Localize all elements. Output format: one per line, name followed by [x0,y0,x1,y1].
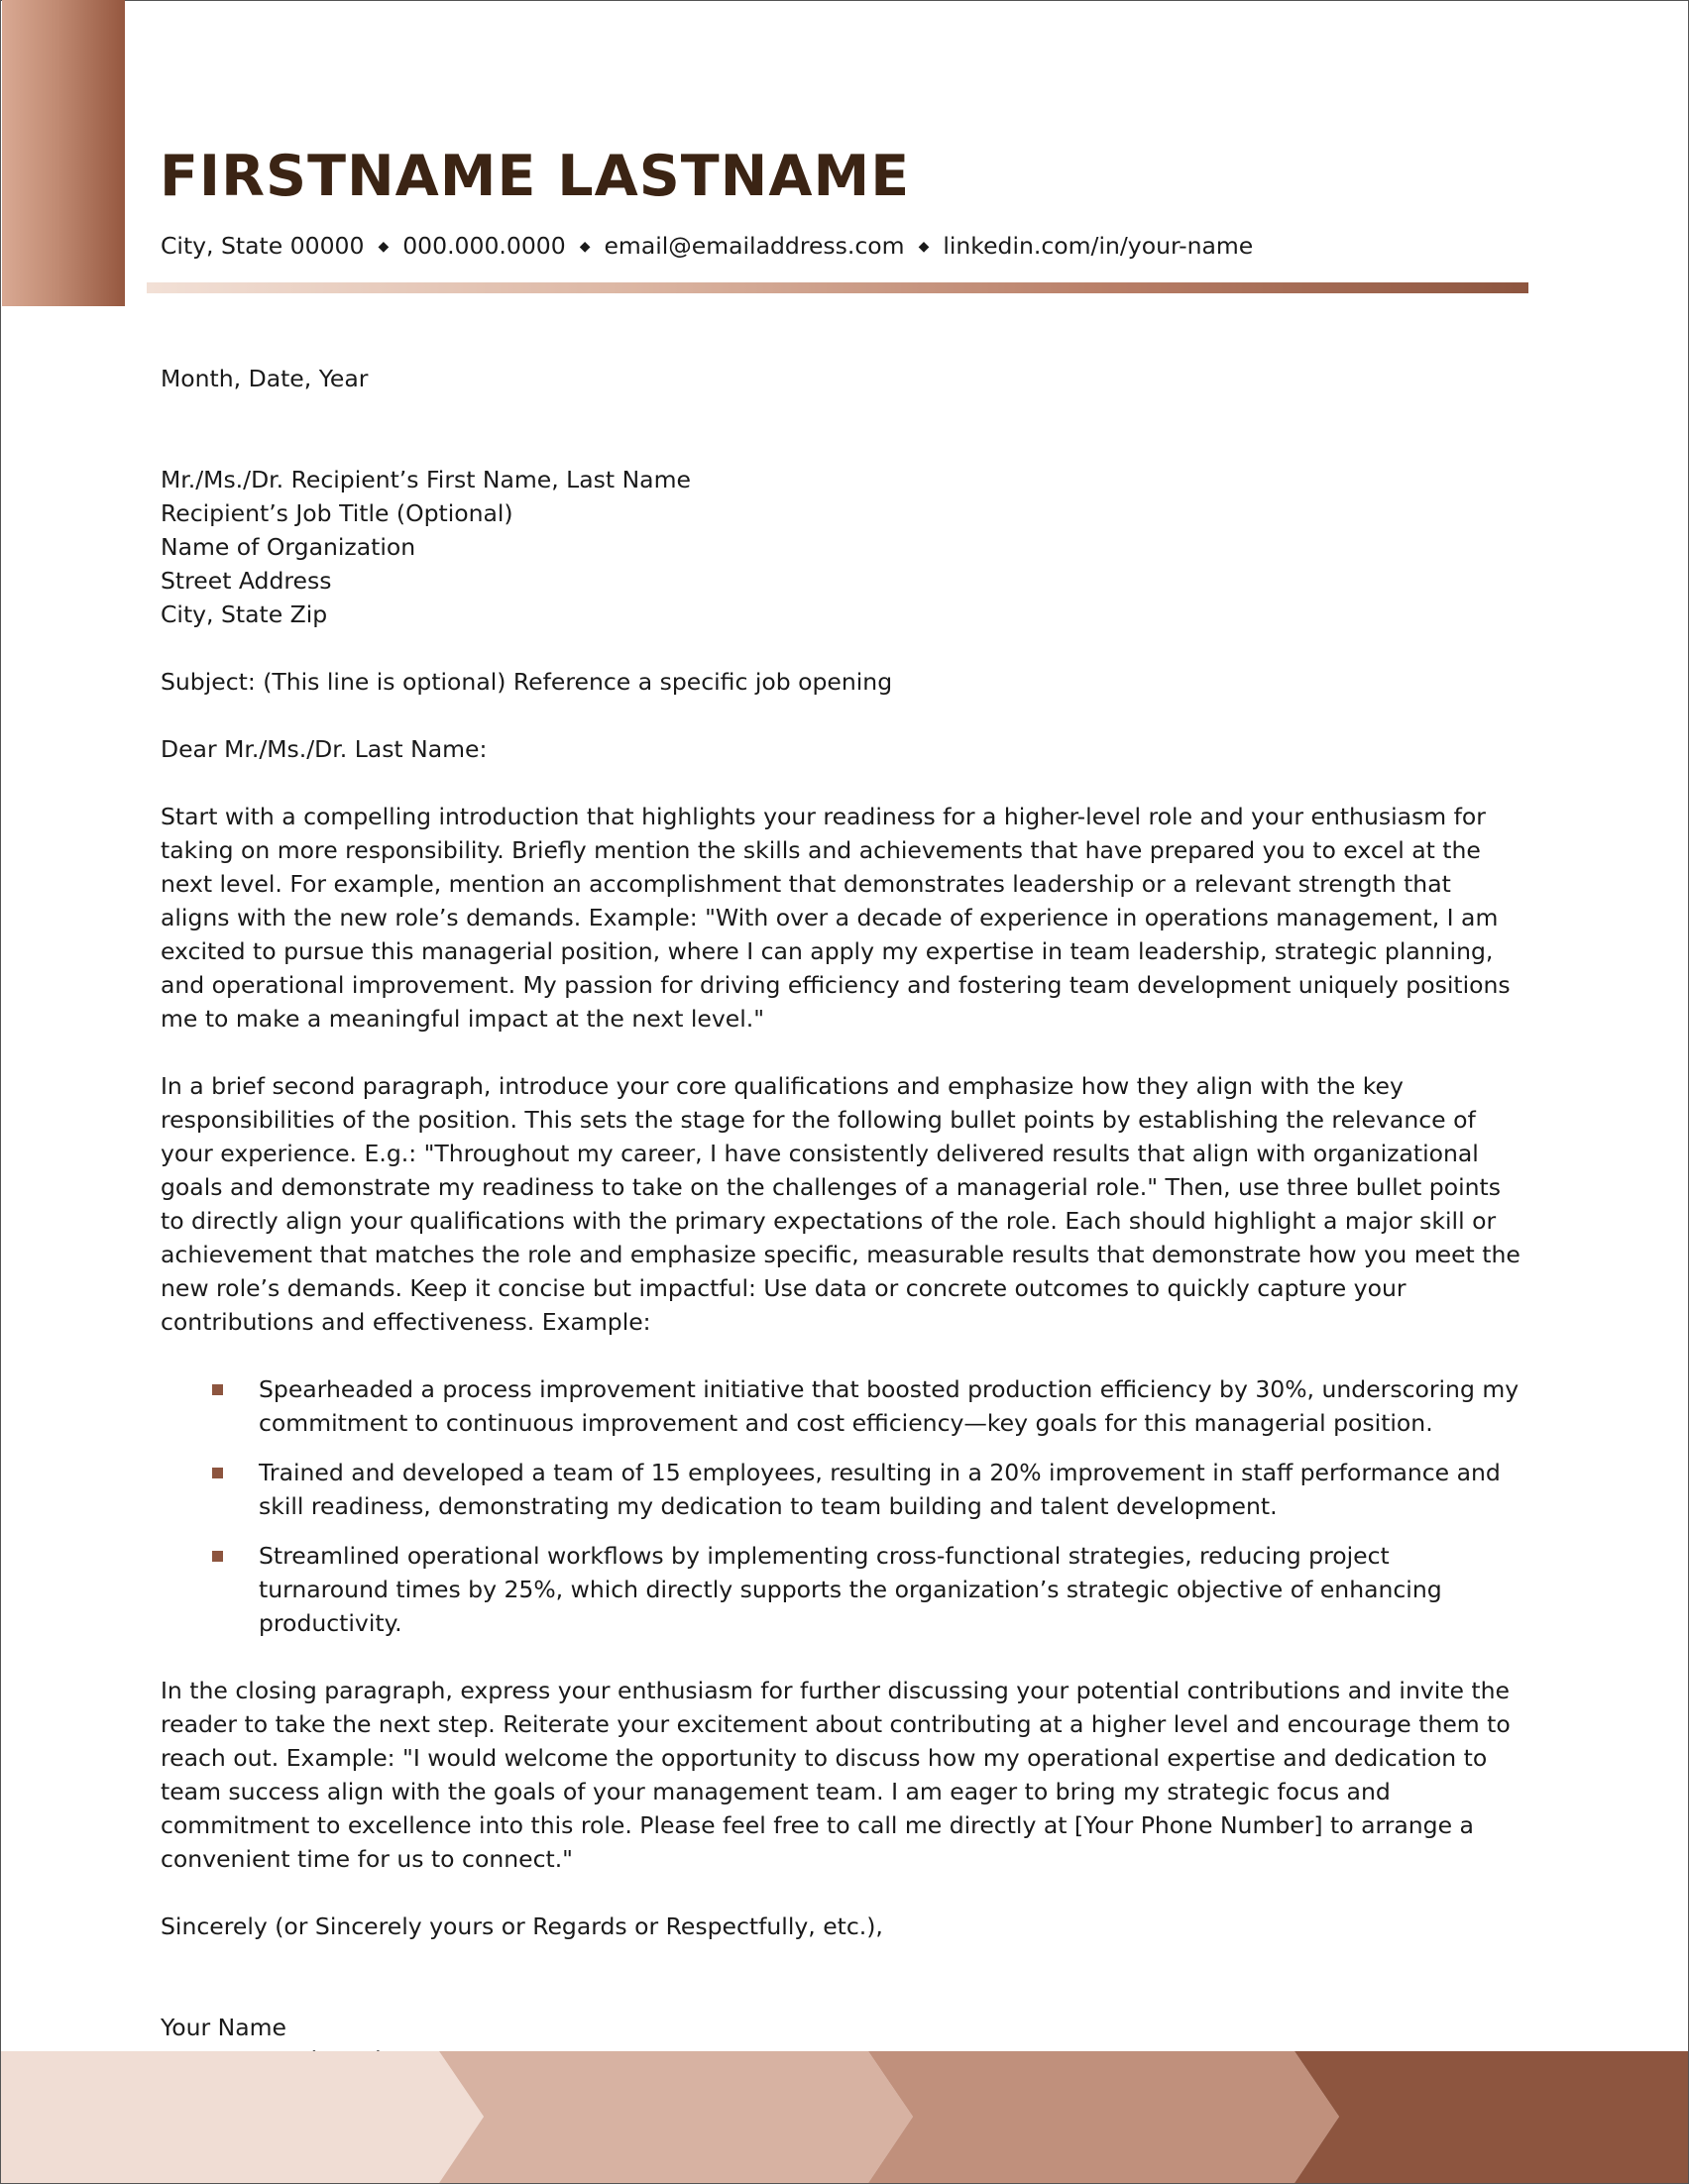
diamond-separator-icon: ◆ [918,239,930,255]
header-divider [147,282,1528,293]
contact-line [161,231,1253,265]
recipient-block [161,463,1526,631]
bullet-text: Streamlined operational workflows by implementing cross-functional strategies, reducing project turnaround times by 25%, which directly supports the organization’s strategic objective of enhancing productivity. [259,1542,1442,1637]
header-accent-bar [2,0,125,306]
list-item [161,1456,1526,1523]
bullet-text: Trained and developed a team of 15 employees, resulting in a 20% improvement in staff performance and skill readiness, demonstrating my dedication to team building and talent development. [259,1459,1501,1520]
letter-date: Month, Date, Year [161,365,369,392]
square-bullet-icon [212,1551,223,1562]
letter-body [161,362,1526,2078]
recipient-city: City, State Zip [161,601,328,628]
contact-phone: 000.000.0000 [402,232,566,260]
footer-chevron-1 [1,2051,484,2183]
diamond-separator-icon: ◆ [579,239,591,255]
subject-line: Subject: (This line is optional) Reference a specific job opening [161,668,893,696]
salutation: Dear Mr./Ms./Dr. Last Name: [161,735,488,763]
recipient-organization: Name of Organization [161,533,416,561]
footer-chevron-4 [1295,2051,1688,2183]
contact-linkedin: linkedin.com/in/your-name [943,232,1254,260]
contact-email: email@emailaddress.com [604,232,905,260]
paragraph-closing: In the closing paragraph, express your enthusiasm for further discussing your potential contributions and invite the reader to take the next step. Reiterate your excitement about contributing at a higher level and encourage them to reach out. Example: "I would welcome the opportunity to discuss how my operational expertise and dedication to team success align with the goals of your management team. I am eager to bring my strategic focus and commitment to excellence into this role. Please feel free to call me directly at [Your Phone Number] to arrange a convenient time for us to connect." [161,1677,1511,1873]
recipient-title: Recipient’s Job Title (Optional) [161,499,513,527]
contact-location: City, State 00000 [161,232,365,260]
bullet-text: Spearheaded a process improvement initiative that boosted production efficiency by 30%, underscoring my commitment to continuous improvement and cost efficiency—key goals for this managerial position. [259,1375,1520,1437]
list-item [161,1539,1526,1640]
footer-chevron-2 [439,2051,913,2183]
diamond-separator-icon: ◆ [378,239,390,255]
paragraph-intro: Start with a compelling introduction that highlights your readiness for a higher-level role and your enthusiasm for taking on more responsibility. Briefly mention the skills and achievements that have prepared you to excel at the next level. For example, mention an accomplishment that demonstrates leadership or a relevant strength that aligns with the new role’s demands. Example: "With over a decade of experience in operations management, I am excited to pursue this managerial position, where I can apply my expertise in team leadership, strategic planning, and operational improvement. My passion for driving efficiency and fostering team development uniquely positions me to make a meaningful impact at the next level." [161,803,1511,1033]
applicant-name: FIRSTNAME LASTNAME [160,144,911,209]
paragraph-qualifications: In a brief second paragraph, introduce your core qualifications and emphasize how they align with the key responsibilities of the position. This sets the stage for the following bullet points by establishing the relevance of your experience. E.g.: "Throughout my career, I have consistently delivered results that align with organizational goals and demonstrate my readiness to take on the challenges of a managerial role." Then, use three bullet points to directly align your qualifications with the primary expectations of the role. Each should highlight a major skill or achievement that matches the role and emphasize specific, measurable results that demonstrate how you meet the new role’s demands. Keep it concise but impactful: Use data or concrete outcomes to quickly capture your contributions and effectiveness. Example: [161,1072,1520,1336]
list-item [161,1372,1526,1440]
square-bullet-icon [212,1468,223,1478]
recipient-name: Mr./Ms./Dr. Recipient’s First Name, Last Name [161,466,691,493]
footer-chevron-3 [868,2051,1339,2183]
square-bullet-icon [212,1384,223,1395]
recipient-street: Street Address [161,567,332,595]
achievement-list [161,1372,1526,1640]
closing-line: Sincerely (or Sincerely yours or Regards or Respectfully, etc.), [161,1912,883,1940]
signature-name: Your Name [161,2014,286,2041]
footer-chevron-band [1,2051,1688,2183]
